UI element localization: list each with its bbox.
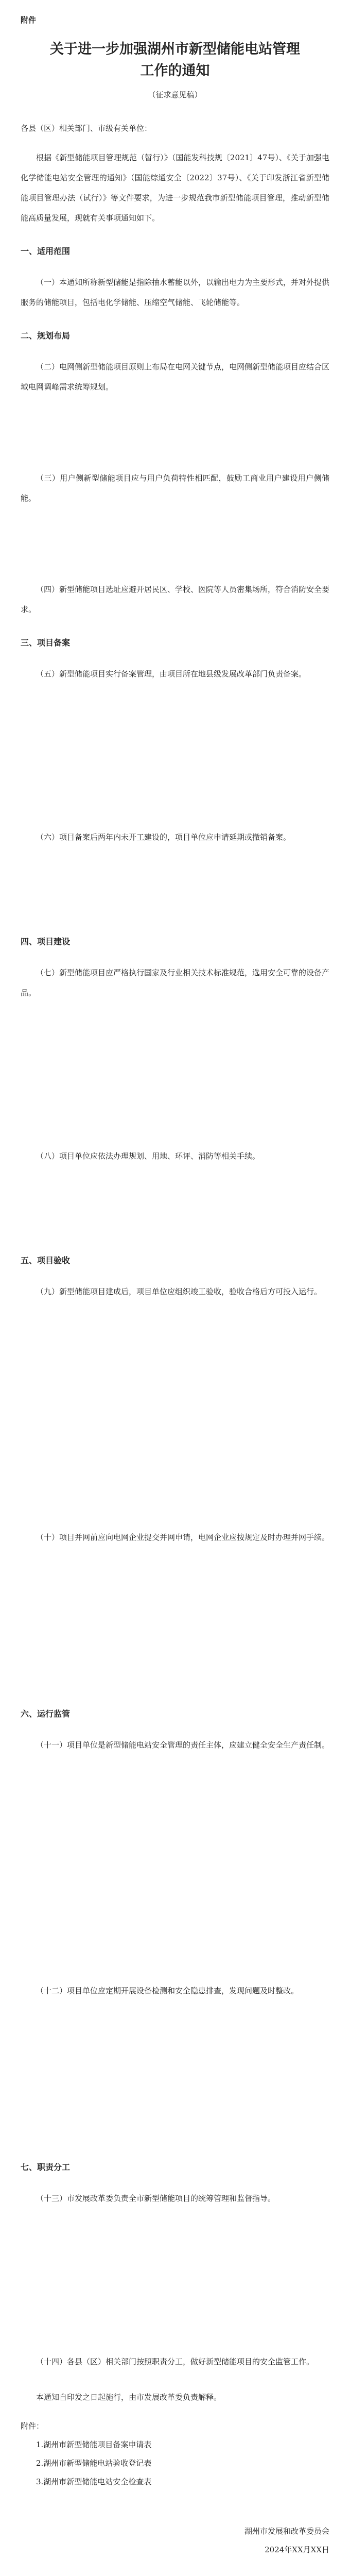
attachment-label: 附件 xyxy=(21,16,37,25)
attachment-list xyxy=(21,2417,329,2491)
paragraph: （五）新型储能项目实行备案管理，由项目所在地县级发展改革部门负责备案。 xyxy=(36,669,307,679)
issuing-organization: 湖州市发展和改革委员会 xyxy=(244,2527,329,2536)
document-title xyxy=(21,39,329,82)
paragraph: （十四）各县（区）相关部门按照职责分工，做好新型储能项目的安全监管工作。 xyxy=(36,2357,314,2366)
attachment-list-label: 附件： xyxy=(21,2421,44,2431)
attachment-item: 1.湖州市新型储能项目备案申请表 xyxy=(36,2440,152,2449)
section-heading-responsibilities: 七、职责分工 xyxy=(21,2163,71,2172)
title-line-2: 工作的通知 xyxy=(140,63,210,79)
paragraph: （四）新型储能项目选址应避开居民区、学校、医院等人员密集场所，符合消防安全要求。 xyxy=(21,585,330,614)
section-heading-filing: 三、项目备案 xyxy=(21,639,71,648)
paragraph: （六）项目备案后两年内未开工建设的，项目单位应申请延期或撤销备案。 xyxy=(36,833,291,842)
section-heading-planning: 二、规划布局 xyxy=(21,332,71,341)
intro-paragraph: 根据《新型储能项目管理规范（暂行）》（国能发科技规〔2021〕47号）、《关于加强电化学储能电站安全管理的通知》（国能综通安全〔2022〕37号）、《关于印发浙江省新型储能项目管理办法（试行）》等文件要求，为进一步规范我市新型储能项目管理，推动新型储能高质量发展，现就有关事项通知如下。 xyxy=(21,153,329,223)
paragraph: （十三）市发展改革委负责全市新型储能项目的统筹管理和监督指导。 xyxy=(36,2194,276,2203)
paragraph: （十）项目并网前应向电网企业提交并网申请，电网企业应按规定及时办理并网手续。 xyxy=(36,1533,330,1542)
attachment-item: 3.湖州市新型储能电站安全检查表 xyxy=(36,2477,152,2486)
section-heading-construction: 四、项目建设 xyxy=(21,938,71,946)
signature-block xyxy=(21,2522,329,2559)
paragraph: （十一）项目单位是新型储能电站安全管理的责任主体，应建立健全安全生产责任制。 xyxy=(36,1740,330,1750)
paragraph: （三）用户侧新型储能项目应与用户负荷特性相匹配，鼓励工商业用户建设用户侧储能。 xyxy=(21,473,329,503)
salutation: 各县（区）相关部门、市级有关单位： xyxy=(21,124,152,133)
paragraph: （七）新型储能项目应严格执行国家及行业相关技术标准规范，选用安全可靠的设备产品。 xyxy=(21,968,330,997)
attachment-item: 2.湖州市新型储能电站验收登记表 xyxy=(36,2459,152,2468)
document-subtitle: （征求意见稿） xyxy=(148,90,202,99)
paragraph: （九）新型储能项目建成后，项目单位应组织竣工验收，验收合格后方可投入运行。 xyxy=(36,1287,322,1296)
paragraph: （二）电网侧新型储能项目原则上布局在电网关键节点，电网侧新型储能项目应结合区域电网调峰需求统筹规划。 xyxy=(21,362,330,392)
paragraph: （八）项目单位应依法办理规划、用地、环评、消防等相关手续。 xyxy=(36,1151,260,1161)
issue-date: 2024年XX月XX日 xyxy=(265,2545,329,2554)
title-line-1: 关于进一步加强湖州市新型储能电站管理 xyxy=(50,41,300,57)
section-heading-operation: 六、运行监管 xyxy=(21,1710,71,1719)
closing-block xyxy=(21,2387,329,2559)
paragraph: （十二）项目单位应定期开展设备检测和安全隐患排查，发现问题及时整改。 xyxy=(36,1986,299,1995)
section-heading-acceptance: 五、项目验收 xyxy=(21,1257,71,1265)
closing-paragraph: 本通知自印发之日起施行，由市发展改革委负责解释。 xyxy=(36,2393,222,2402)
section-heading-scope: 一、适用范围 xyxy=(21,247,71,256)
paragraph: （一）本通知所称新型储能是指除抽水蓄能以外，以输出电力为主要形式，并对外提供服务的储能项目，包括电化学储能、压缩空气储能、飞轮储能等。 xyxy=(21,278,330,307)
